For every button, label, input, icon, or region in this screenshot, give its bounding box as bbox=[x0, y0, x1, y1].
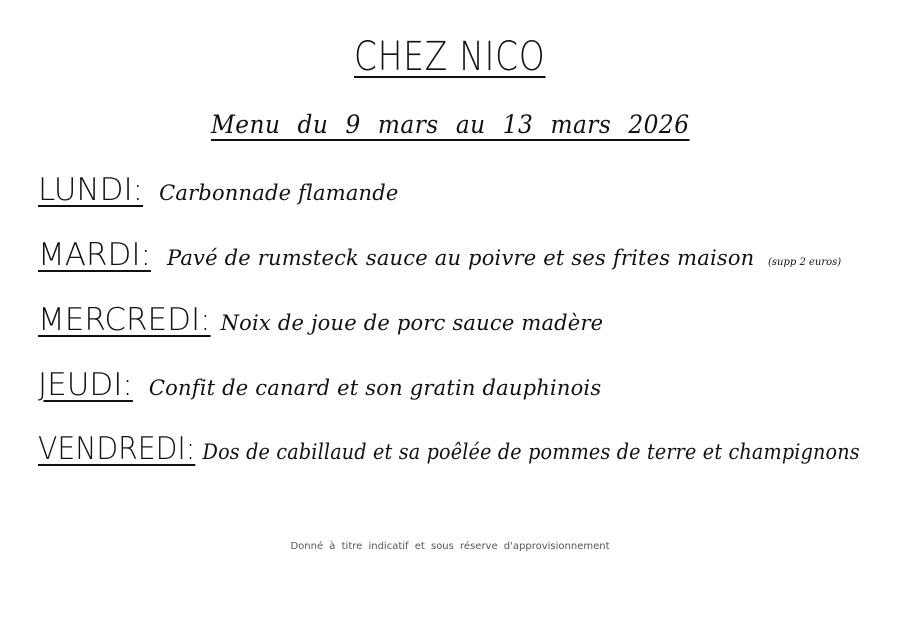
menu-row-tuesday bbox=[38, 237, 754, 273]
supplement-note: (supp 2 euros) bbox=[768, 257, 842, 268]
dish-thursday: Confit de canard et son gratin dauphinois bbox=[148, 376, 602, 400]
day-label-monday: LUNDI: bbox=[38, 172, 144, 208]
menu-row-thursday bbox=[38, 367, 601, 403]
menu-date-range: Menu du 9 mars au 13 mars 2026 bbox=[210, 110, 690, 139]
restaurant-title bbox=[0, 34, 900, 80]
dish-friday: Dos de cabillaud et sa poêlée de pommes de terre et champignons bbox=[202, 440, 860, 464]
menu-row-wednesday bbox=[38, 302, 603, 338]
restaurant-name: CHEZ NICO bbox=[354, 34, 546, 80]
day-label-wednesday: MERCREDI: bbox=[38, 302, 211, 338]
day-label-thursday: JEUDI: bbox=[38, 367, 133, 403]
menu-row-monday bbox=[38, 172, 399, 208]
day-label-friday: VENDREDI: bbox=[38, 431, 196, 467]
dish-wednesday: Noix de joue de porc sauce madère bbox=[220, 311, 604, 335]
dish-tuesday: Pavé de rumsteck sauce au poivre et ses frites maison bbox=[166, 246, 755, 270]
availability-disclaimer: Donné à titre indicatif et sous réserve d'approvisionnement bbox=[290, 541, 610, 552]
menu-subtitle bbox=[0, 110, 900, 139]
day-label-tuesday: MARDI: bbox=[38, 237, 151, 273]
dish-monday: Carbonnade flamande bbox=[159, 181, 399, 205]
menu-row-friday bbox=[38, 431, 860, 467]
